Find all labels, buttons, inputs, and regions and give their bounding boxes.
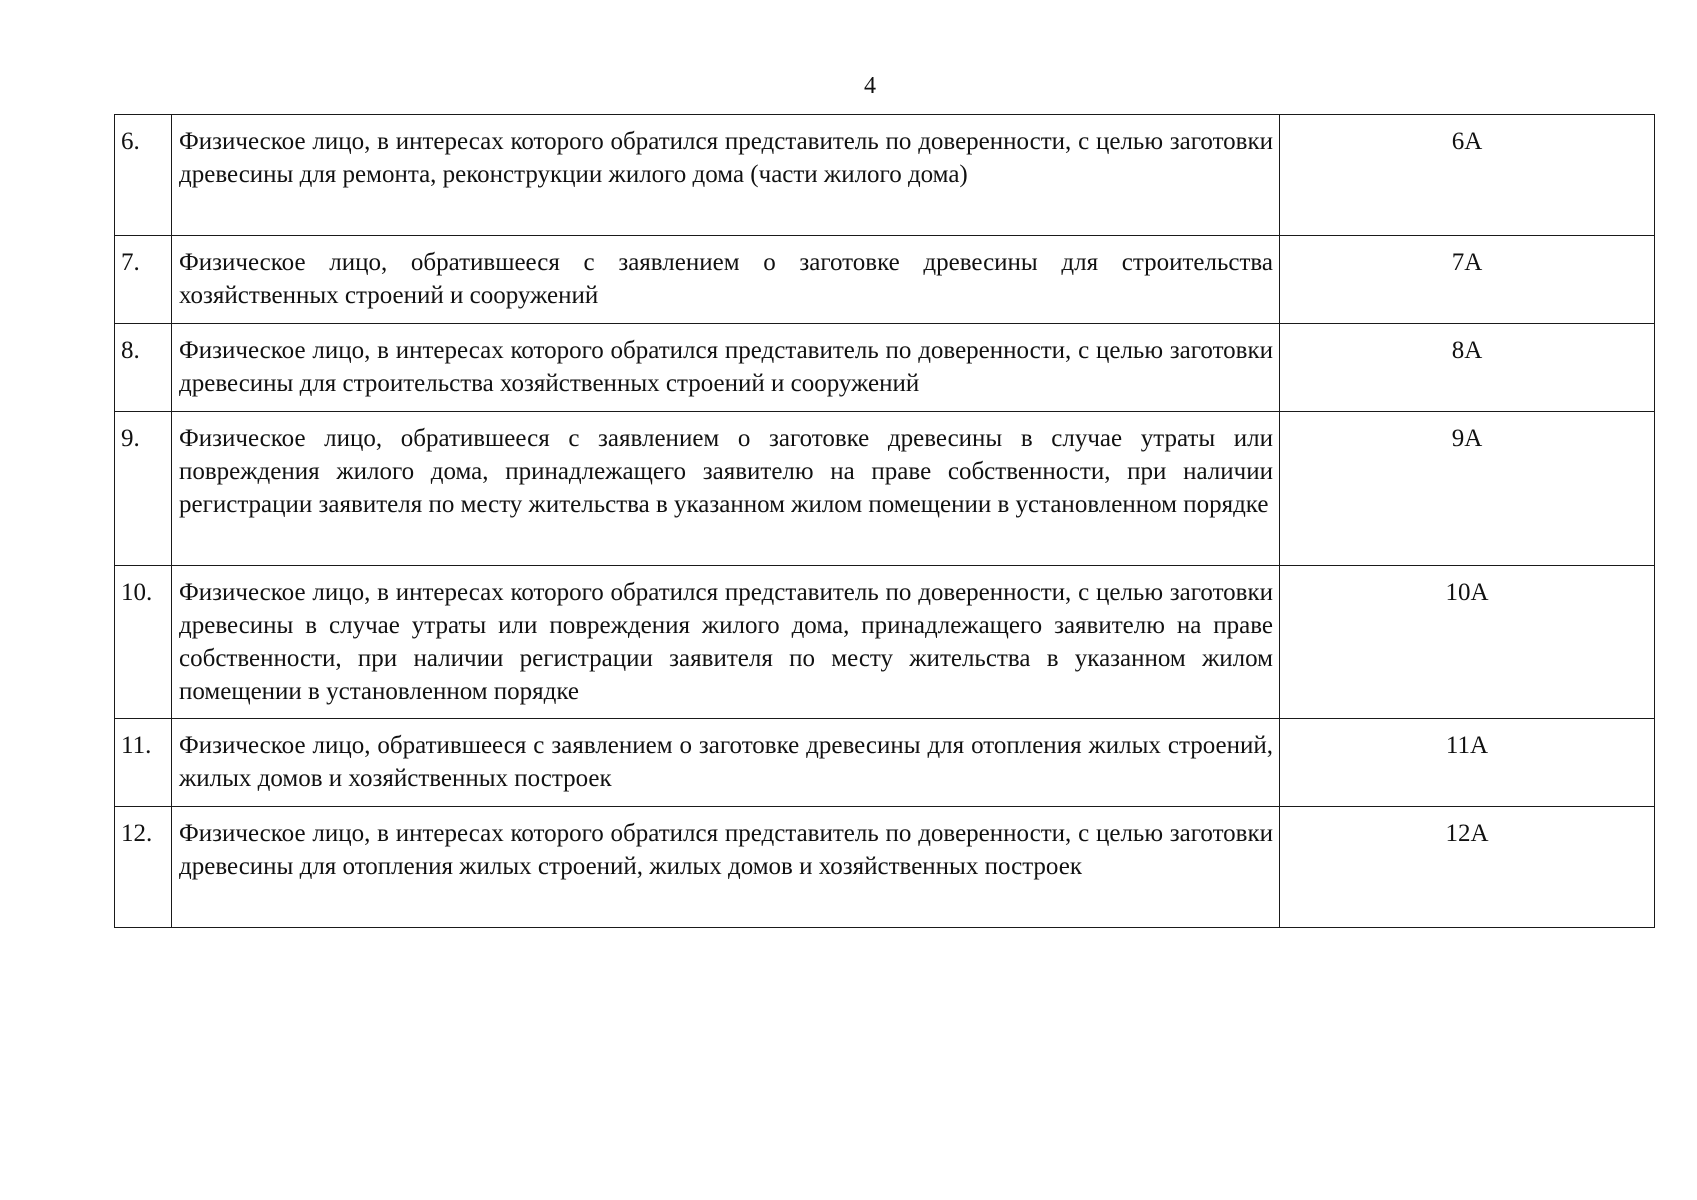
- table-row: [115, 324, 1655, 412]
- row-number-cell: [115, 807, 172, 928]
- row-code: 6А: [1451, 128, 1483, 155]
- row-description: Физическое лицо, в интересах которого обратился представитель по доверенности, с целью заготовки древесины в случае утраты или повреждения жилого дома, принадлежащего заявителю на праве собственности, при наличии регистрации заявителя по месту жительства в указанном жилом помещении в установленном порядке: [179, 579, 1273, 705]
- row-description-cell: [172, 236, 1280, 324]
- row-number: 6.: [121, 128, 140, 155]
- page-number: 4: [864, 73, 876, 99]
- row-code-cell: [1280, 236, 1655, 324]
- row-code: 11А: [1445, 732, 1489, 759]
- row-number-cell: [115, 115, 172, 236]
- applicant-category-table: [114, 114, 1655, 928]
- row-number: 11.: [121, 732, 152, 759]
- row-description-cell: [172, 115, 1280, 236]
- row-number-cell: [115, 566, 172, 719]
- row-code-cell: [1280, 412, 1655, 566]
- row-number-cell: [115, 412, 172, 566]
- row-description: Физическое лицо, обратившееся с заявлением о заготовке древесины в случае утраты или повреждения жилого дома, принадлежащего заявителю на праве собственности, при наличии регистрации заявителя по месту жительства в указанном жилом помещении в установленном порядке: [179, 425, 1273, 518]
- row-description-cell: [172, 719, 1280, 807]
- row-number: 12.: [121, 820, 153, 847]
- row-description-cell: [172, 566, 1280, 719]
- row-number: 7.: [121, 249, 140, 276]
- row-number-cell: [115, 236, 172, 324]
- table-row: [115, 115, 1655, 236]
- row-number: 9.: [121, 425, 140, 452]
- row-number: 10.: [121, 579, 153, 606]
- row-code-cell: [1280, 115, 1655, 236]
- table-row: [115, 412, 1655, 566]
- row-number-cell: [115, 719, 172, 807]
- row-number: 8.: [121, 337, 140, 364]
- row-code-cell: [1280, 566, 1655, 719]
- table-row: [115, 236, 1655, 324]
- row-code: 9А: [1451, 425, 1483, 452]
- row-description-cell: [172, 807, 1280, 928]
- table-row: [115, 719, 1655, 807]
- row-description: Физическое лицо, обратившееся с заявлением о заготовке древесины для отопления жилых строений, жилых домов и хозяйственных построек: [179, 732, 1273, 792]
- row-description: Физическое лицо, в интересах которого обратился представитель по доверенности, с целью заготовки древесины для отопления жилых строений, жилых домов и хозяйственных построек: [179, 820, 1273, 880]
- row-description: Физическое лицо, обратившееся с заявлением о заготовке древесины для строительства хозяйственных строений и сооружений: [179, 249, 1273, 309]
- row-code: 10А: [1445, 579, 1489, 606]
- row-description-cell: [172, 412, 1280, 566]
- table-row: [115, 807, 1655, 928]
- row-number-cell: [115, 324, 172, 412]
- row-description: Физическое лицо, в интересах которого обратился представитель по доверенности, с целью заготовки древесины для ремонта, реконструкции жилого дома (части жилого дома): [179, 128, 1273, 188]
- row-code-cell: [1280, 324, 1655, 412]
- row-description: Физическое лицо, в интересах которого обратился представитель по доверенности, с целью заготовки древесины для строительства хозяйственных строений и сооружений: [179, 337, 1273, 397]
- row-code: 7А: [1451, 249, 1483, 276]
- row-code: 12А: [1445, 820, 1489, 847]
- table-row: [115, 566, 1655, 719]
- row-code: 8А: [1451, 337, 1483, 364]
- row-code-cell: [1280, 719, 1655, 807]
- row-description-cell: [172, 324, 1280, 412]
- row-code-cell: [1280, 807, 1655, 928]
